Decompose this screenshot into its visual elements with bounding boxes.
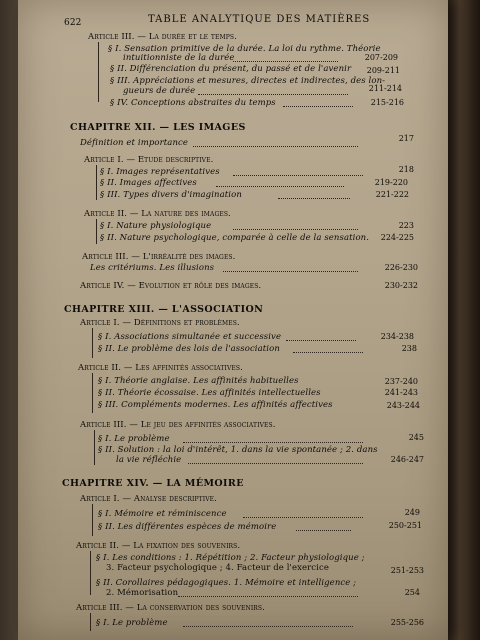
section-entry: § III. Types divers d'imagination (100, 190, 242, 200)
section-entry: § IV. Conceptions abstraites du temps (110, 98, 276, 108)
page-ref: 221-222 (375, 190, 409, 199)
section-entry: § II. Corollaires pédagogiques. 1. Mémoire et intelligence ; (96, 578, 357, 588)
section-entry: § I. Le problème (98, 434, 170, 444)
section-entry: § I. Images représentatives (100, 167, 220, 177)
page-ref: 243-244 (386, 401, 420, 410)
section-entry: § I. Les conditions : 1. Répétition ; 2. Facteur physiologique ; (96, 553, 365, 563)
section-entry: § III. Compléments modernes. Les affinités affectives (98, 400, 333, 410)
section-entry: § II. Solution : la loi d'intérêt, 1. dans la vie spontanée ; 2. dans (98, 445, 378, 455)
page-ref: 224-225 (380, 233, 414, 242)
article-heading: Article III. — La durée et le temps. (88, 32, 237, 42)
article-heading: Article III. — Le jeu des affinités associatives. (80, 420, 276, 430)
page-ref: 218 (398, 165, 414, 174)
section-entry: la vie réfléchie (116, 455, 182, 465)
article-heading: Article II. — Les affinités associatives. (78, 363, 243, 373)
section-entry: § I. Associations simultanée et successive (98, 332, 282, 342)
definition-entry: Définition et importance (80, 138, 189, 148)
section-entry: § II. Différenciation du présent, du passé et de l'avenir (110, 64, 352, 74)
page-ref: 223 (398, 221, 414, 230)
section-entry: § I. Le problème (96, 618, 168, 628)
article-heading: Article II. — La nature des images. (84, 209, 231, 219)
section-entry: § III. Appréciations et mesures, directes et indirectes, des lon- (110, 76, 386, 86)
page-ref: 250-251 (388, 521, 422, 530)
section-entry: Les critériums. Les illusions (90, 263, 215, 273)
section-entry: 2. Mémorisation (106, 588, 179, 598)
page-ref: 207-209 (364, 53, 398, 62)
page-ref: 251-253 (390, 566, 424, 575)
section-entry: § I. Mémoire et réminiscence (98, 509, 227, 519)
page-ref: 215-216 (370, 98, 404, 107)
book-page (18, 0, 448, 640)
section-entry: § II. Les différentes espèces de mémoire (98, 522, 277, 532)
page-ref: 238 (401, 344, 417, 353)
section-entry: gueurs de durée (123, 86, 196, 96)
chapter-heading: CHAPITRE XIV. — LA MÉMOIRE (62, 478, 244, 489)
page-ref: 211-214 (368, 84, 402, 93)
section-entry: § II. Images affectives (100, 178, 197, 188)
article-heading: Article I. — Analyse descriptive. (80, 494, 217, 504)
page-ref: 226-230 (384, 263, 418, 272)
page-ref: 241-243 (384, 388, 418, 397)
chapter-heading: CHAPITRE XIII. — L'ASSOCIATION (64, 304, 264, 315)
section-entry: 3. Facteur psychologique ; 4. Facteur de l'exercice (106, 563, 329, 573)
section-entry: § I. Théorie anglaise. Les affinités habituelles (98, 376, 299, 386)
page-ref: 209-211 (366, 66, 400, 75)
page-ref: 230-232 (384, 281, 418, 290)
page-ref: 234-238 (380, 332, 414, 341)
page-ref: 246-247 (390, 455, 424, 464)
section-entry: § II. Nature psychologique, comparée à celle de la sensation. (100, 233, 370, 243)
page-number: 622 (64, 18, 82, 28)
page-ref: 254 (404, 588, 420, 597)
article-heading: Article I. — Définitions et problèmes. (80, 318, 240, 328)
running-title: TABLE ANALYTIQUE DES MATIÈRES (148, 14, 371, 25)
book-spine (446, 0, 480, 640)
article-heading: Article III. — L'irréalité des images. (82, 252, 236, 262)
section-entry: § I. Nature physiologique (100, 221, 212, 231)
page-ref: 245 (408, 433, 424, 442)
section-entry: § II. Théorie écossaise. Les affinités intellectuelles (98, 388, 321, 398)
article-heading: Article II. — La fixation des souvenirs. (76, 541, 241, 551)
page-ref: 249 (404, 508, 420, 517)
page-ref: 255-256 (390, 618, 424, 627)
page-ref: 217 (398, 134, 414, 143)
article-heading: Article I. — Etude descriptive. (84, 155, 214, 165)
page-ref: 219-220 (374, 178, 408, 187)
page-ref: 237-240 (384, 377, 418, 386)
chapter-heading: CHAPITRE XII. — LES IMAGES (70, 122, 246, 133)
section-entry: § I. Sensation primitive de la durée. La loi du rythme. Théorie (108, 44, 381, 54)
article-heading: Article IV. — Evolution et rôle des images. (80, 281, 262, 291)
section-entry: § II. Le problème des lois de l'association (98, 344, 280, 354)
article-heading: Article III. — La conservation des souvenirs. (76, 603, 265, 613)
section-entry: intuitionniste de la durée (123, 53, 235, 63)
